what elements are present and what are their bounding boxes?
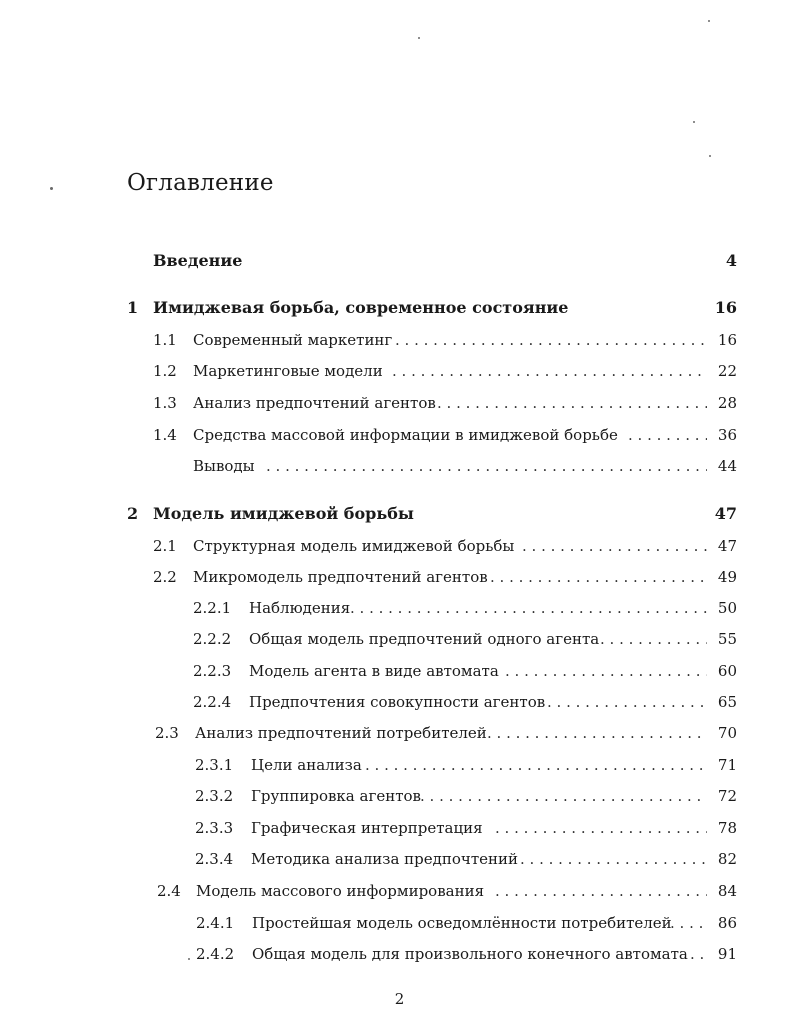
dot-leader <box>395 329 707 351</box>
toc-section-number: 2.3 <box>155 724 179 742</box>
toc-subsection[interactable] <box>0 817 799 839</box>
toc-chapter[interactable] <box>0 297 799 319</box>
dot-leader <box>487 722 707 744</box>
toc-subsection-page: 50 <box>717 599 737 617</box>
toc-subsection-label: Общая модель предпочтений одного агента <box>249 630 600 648</box>
dot-leader <box>437 392 707 414</box>
toc-chapter-number: 2 <box>127 504 139 523</box>
toc-subsection-number: 2.3.3 <box>195 819 234 837</box>
toc-chapter-label: Модель имиджевой борьбы <box>153 504 414 523</box>
dot-leader <box>522 535 707 557</box>
toc-chapter-page: 16 <box>714 298 737 317</box>
toc-subsection-label: Предпочтения совокупности агентов <box>249 693 546 711</box>
toc-subsection[interactable] <box>0 848 799 870</box>
toc-section-label: Микромодель предпочтений агентов <box>193 568 488 586</box>
toc-section-page: 36 <box>717 426 737 444</box>
toc-section-label: Современный маркетинг <box>193 331 393 349</box>
toc-section[interactable] <box>0 722 799 744</box>
dot-leader <box>365 754 707 776</box>
toc-subsection-number: 2.3.1 <box>195 756 234 774</box>
toc-chapter[interactable] <box>0 503 799 525</box>
toc-section-label: Средства массовой информации в имиджевой борьбе <box>193 426 618 444</box>
dot-leader <box>266 455 707 477</box>
toc-chapter-number: 1 <box>127 298 139 317</box>
toc-subsection-label: Цели анализа <box>251 756 362 774</box>
toc-section-label: Структурная модель имиджевой борьбы <box>193 537 515 555</box>
toc-subsection[interactable] <box>0 912 799 934</box>
toc-subsection-page: 78 <box>717 819 737 837</box>
dot-leader <box>690 943 707 965</box>
toc-section[interactable] <box>0 455 799 477</box>
page-title: Оглавление <box>127 170 274 196</box>
toc-subsection-label: Методика анализа предпочтений <box>251 850 519 868</box>
toc-section-label: Анализ предпочтений потребителей <box>195 724 487 742</box>
toc-section-page: 22 <box>717 362 737 380</box>
toc-section-page: 84 <box>717 882 737 900</box>
toc-section-page: 28 <box>717 394 737 412</box>
toc-section-number: 2.2 <box>153 568 177 586</box>
scan-speck <box>693 121 695 123</box>
toc-subsection-label: Наблюдения <box>249 599 351 617</box>
toc-intro-page: 4 <box>725 251 737 270</box>
toc-subsection[interactable] <box>0 597 799 619</box>
toc-intro[interactable] <box>0 250 799 272</box>
toc-subsection-page: 91 <box>717 945 737 963</box>
toc-subsection[interactable] <box>0 754 799 776</box>
toc-subsection-page: 86 <box>717 914 737 932</box>
toc-subsection-page: 72 <box>717 787 737 805</box>
toc-section-label: Анализ предпочтений агентов <box>193 394 436 412</box>
toc-section-label: Модель массового информирования <box>196 882 485 900</box>
dot-leader <box>495 880 707 902</box>
toc-subsection-number: 2.2.3 <box>193 662 232 680</box>
toc-section-number: 2.4 <box>157 882 181 900</box>
toc-intro-label: Введение <box>153 251 243 270</box>
dot-leader <box>670 912 707 934</box>
toc-subsection[interactable] <box>0 628 799 650</box>
dot-leader <box>495 817 707 839</box>
toc-subsection[interactable] <box>0 691 799 713</box>
toc-section[interactable] <box>0 424 799 446</box>
toc-subsection-page: 71 <box>717 756 737 774</box>
dot-leader <box>505 660 707 682</box>
toc-section-number: 1.4 <box>153 426 177 444</box>
dot-leader <box>392 360 707 382</box>
scan-speck <box>709 155 711 157</box>
toc-subsection-page: 82 <box>717 850 737 868</box>
dot-leader <box>600 628 707 650</box>
toc-subsection-number: 2.2.4 <box>193 693 232 711</box>
toc-subsection-label: Группировка агентов <box>251 787 421 805</box>
toc-subsection[interactable] <box>0 785 799 807</box>
dot-leader <box>420 785 707 807</box>
toc-subsection[interactable] <box>0 943 799 965</box>
toc-section-label: Маркетинговые модели <box>193 362 383 380</box>
toc-section-label: Выводы <box>193 457 255 475</box>
toc-subsection-page: 60 <box>717 662 737 680</box>
toc-section-number: 2.1 <box>153 537 177 555</box>
dot-leader <box>350 597 707 619</box>
dot-leader <box>490 566 707 588</box>
toc-subsection-page: 55 <box>717 630 737 648</box>
toc-section-number: 1.3 <box>153 394 177 412</box>
toc-subsection-number: 2.4.1 <box>196 914 235 932</box>
scan-speck <box>708 20 710 22</box>
toc-subsection-number: 2.2.1 <box>193 599 232 617</box>
toc-section[interactable] <box>0 360 799 382</box>
page-number: 2 <box>394 990 405 1008</box>
toc-section-page: 47 <box>717 537 737 555</box>
dot-leader <box>547 691 707 713</box>
toc-section[interactable] <box>0 535 799 557</box>
toc-section[interactable] <box>0 392 799 414</box>
toc-subsection-number: 2.4.2 <box>196 945 235 963</box>
toc-section-page: 16 <box>717 331 737 349</box>
toc-section-page: 49 <box>717 568 737 586</box>
toc-subsection-label: Модель агента в виде автомата <box>249 662 499 680</box>
toc-section-page: 44 <box>717 457 737 475</box>
toc-subsection-label: Графическая интерпретация <box>251 819 483 837</box>
toc-section-number: 1.1 <box>153 331 177 349</box>
toc-subsection-page: 65 <box>717 693 737 711</box>
toc-subsection-number: 2.2.2 <box>193 630 232 648</box>
toc-subsection-label: Простейшая модель осведомлённости потребителей <box>252 914 672 932</box>
toc-section-number: 1.2 <box>153 362 177 380</box>
scan-speck <box>418 37 420 39</box>
toc-section-page: 70 <box>717 724 737 742</box>
dot-leader <box>628 424 707 446</box>
toc-subsection-number: 2.3.4 <box>195 850 234 868</box>
toc-section[interactable] <box>0 329 799 351</box>
toc-section[interactable] <box>0 880 799 902</box>
scan-speck <box>50 187 53 190</box>
toc-subsection[interactable] <box>0 660 799 682</box>
toc-section[interactable] <box>0 566 799 588</box>
toc-subsection-number: 2.3.2 <box>195 787 234 805</box>
toc-chapter-label: Имиджевая борьба, современное состояние <box>153 298 569 317</box>
toc-subsection-label: Общая модель для произвольного конечного автомата <box>252 945 688 963</box>
dot-leader <box>520 848 707 870</box>
toc-chapter-page: 47 <box>714 504 737 523</box>
